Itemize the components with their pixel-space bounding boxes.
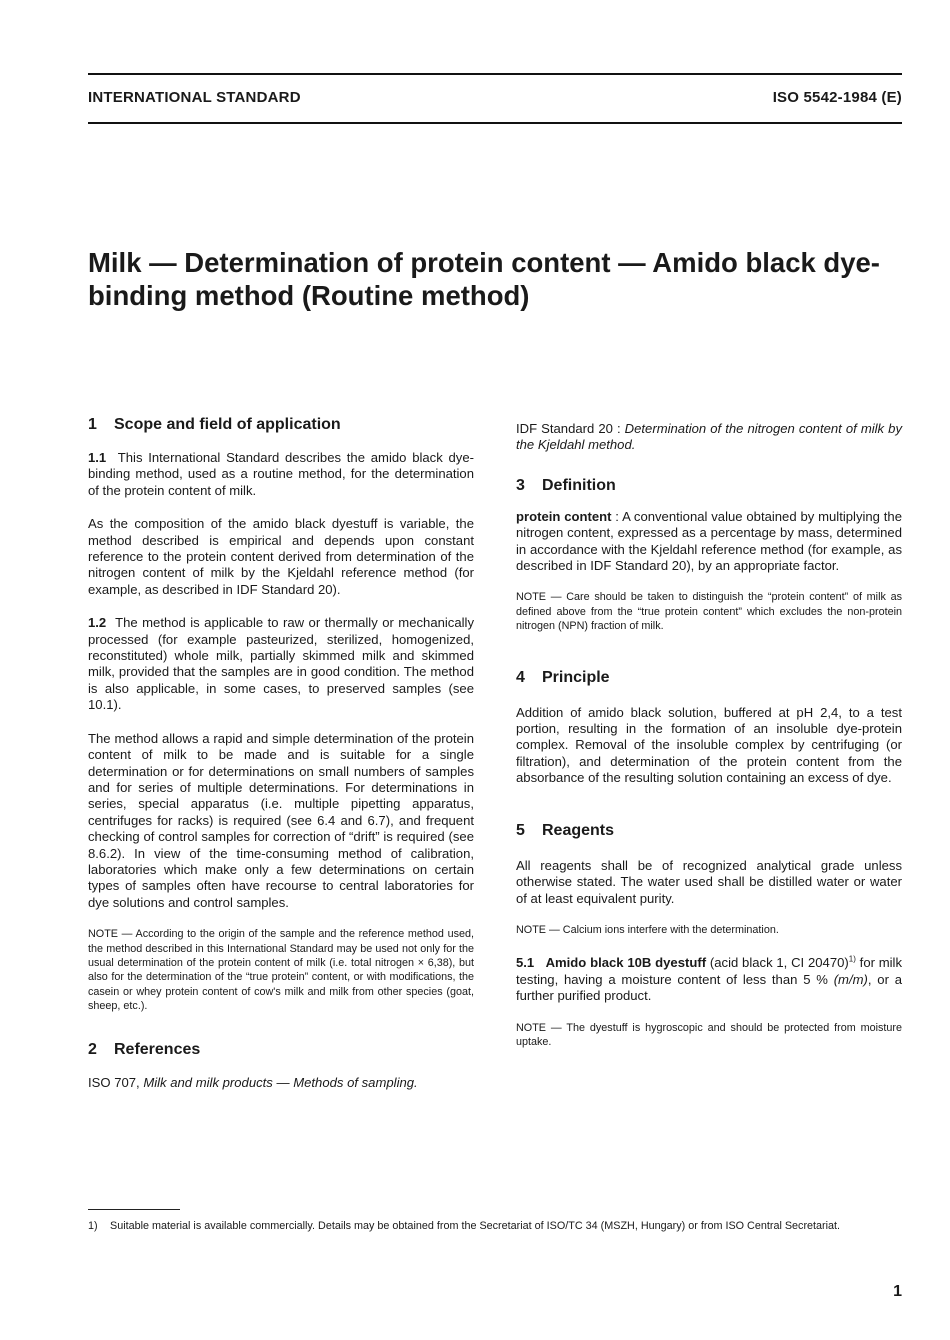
clause-1-1-para-2: As the composition of the amido black dyestuff is variable, the method described is empirical and depends upon constant reference to the protein content derived from determination of the nitrogen content of milk by the Kjeldahl reference method (for example, as described in IDF Standard 20). bbox=[88, 516, 474, 597]
clause-5-1-unit: (m/m) bbox=[833, 971, 868, 987]
right-column bbox=[516, 415, 902, 1049]
reagents-note-calcium: NOTE — Calcium ions interfere with the determination. bbox=[516, 923, 779, 936]
reagents-text: All reagents shall be of recognized analytical grade unless otherwise stated. The water used shall be distilled water or water of at least equivalent purity. bbox=[516, 857, 902, 906]
clause-5-1-part-a: (acid black 1, CI 20470) bbox=[706, 955, 849, 971]
footnote-1 bbox=[88, 1219, 902, 1234]
principle-text: Addition of amido black solution, buffered at pH 2,4, to a test portion, resulting in the formation of an insoluble dye-protein complex. Removal of the insoluble complex by centrifuging (or filtration), and determination of the protein content from the absorbance of the resulting solution containing an excess of dye. bbox=[516, 704, 902, 786]
standard-type-label: INTERNATIONAL STANDARD bbox=[88, 89, 301, 106]
section-2-title: References bbox=[114, 1040, 201, 1058]
section-4-heading bbox=[516, 668, 902, 688]
clause-5-1-term: Amido black 10B dyestuff bbox=[545, 955, 707, 971]
section-4-title: Principle bbox=[542, 668, 610, 686]
clause-5-1-number: 5.1 bbox=[516, 955, 535, 971]
reference-1-code: ISO 707, bbox=[88, 1074, 140, 1090]
header-top-rule bbox=[88, 73, 902, 75]
definition-text: A conventional value obtained by multiplying the nitrogen content, expressed as a percentage by mass, determined in accordance with the Kjeldahl reference method (for example, as described in IDF Standard 20), by an appropriate factor. bbox=[516, 508, 902, 574]
clause-1-1-number: 1.1 bbox=[88, 450, 107, 465]
footnote-separator bbox=[88, 1209, 180, 1210]
reference-2-code: IDF Standard 20 : bbox=[516, 421, 621, 436]
standard-number: ISO 5542-1984 (E) bbox=[772, 89, 902, 106]
clause-5-1 bbox=[516, 955, 902, 1004]
reference-iso-707 bbox=[88, 1075, 474, 1091]
page-number: 1 bbox=[893, 1283, 902, 1300]
section-3-title: Definition bbox=[542, 476, 616, 494]
section-2-number: 2 bbox=[88, 1040, 97, 1058]
section-5-number: 5 bbox=[516, 821, 525, 839]
section-3-note: NOTE — Care should be taken to distinguish the “protein content” of milk as defined above from the “true protein content” which excludes the non-protein nitrogen (NPN) fraction of milk. bbox=[516, 591, 902, 633]
section-1-heading bbox=[88, 415, 474, 435]
definition-protein-content bbox=[516, 509, 902, 575]
reagents-note-hygroscopic: NOTE — The dyestuff is hygroscopic and should be protected from moisture uptake. bbox=[516, 1021, 902, 1048]
clause-1-2-number: 1.2 bbox=[88, 615, 107, 631]
footnote-number: 1) bbox=[88, 1220, 98, 1232]
section-4-number: 4 bbox=[516, 668, 525, 686]
header-bottom-rule bbox=[88, 122, 902, 124]
section-3-heading bbox=[516, 476, 902, 496]
clause-5-1-part-b: for milk testing, having a moisture content of less than 5 % bbox=[516, 955, 903, 987]
section-1-note: NOTE — According to the origin of the sample and the reference method used, the method described in this International Standard may be used not only for the usual determination of the protein content of milk (i.e. total nitrogen × 6,38), but also for the determination of the “true protein” content, or with modifications, the casein or whey protein content of cow's milk and milk from other species (goat, sheep, etc.). bbox=[88, 928, 474, 1013]
clause-5-1-part-c: , or a further purified product. bbox=[516, 971, 903, 1004]
section-3-number: 3 bbox=[516, 476, 525, 494]
clause-1-2-para-2: The method allows a rapid and simple determination of the protein content of milk to be made and is suitable for a single determination or for determinations on small numbers of samples and for series of multiple determinations. For determinations in series, special apparatus (i.e. multiple pipetting apparatus, centrifuges for racks) is required (see 6.4 and 6.7), and frequent checking of control samples for correction of “drift” is required (see 8.6.2). In view of the time-consuming method of calibration, laboratories which make only a few determinations on certain types of samples often have recourse to central laboratories for dye solutions and control samples. bbox=[88, 730, 474, 910]
clause-1-1-text: This International Standard describes the amido black dye-binding method, used as a routine method, for the determination of the protein content of milk. bbox=[88, 450, 475, 498]
section-5-title: Reagents bbox=[542, 821, 615, 839]
clause-1-1 bbox=[88, 450, 474, 499]
footnote-text: Suitable material is available commercially. Details may be obtained from the Secretariat of ISO/TC 34 (MSZH, Hungary) or from ISO Central Secretariat. bbox=[110, 1220, 841, 1232]
section-1-title: Scope and field of application bbox=[114, 416, 341, 433]
document-title: Milk — Determination of protein content — Amido black dye-binding method (Routine method) bbox=[88, 247, 880, 311]
clause-1-2 bbox=[88, 615, 474, 713]
reference-idf-20 bbox=[516, 421, 902, 454]
definition-separator: : bbox=[611, 508, 623, 524]
section-5-heading bbox=[516, 821, 902, 841]
footnote-ref-1[interactable]: 1) bbox=[848, 954, 856, 964]
section-1-number: 1 bbox=[88, 416, 97, 433]
definition-term: protein content bbox=[516, 508, 612, 524]
reference-1-title: Milk and milk products — Methods of sampling. bbox=[143, 1074, 418, 1090]
left-column bbox=[88, 415, 474, 1091]
section-2-heading bbox=[88, 1040, 474, 1060]
reference-2-title: Determination of the nitrogen content of milk by the Kjeldahl method. bbox=[516, 421, 902, 453]
clause-1-2-text: The method is applicable to raw or thermally or mechanically processed (for example pasteurized, sterilized, homogenized, reconstituted) whole milk, partially skimmed milk and skimmed milk, provided that the samples are in good condition. The method is also applicable, in some cases, to preserved samples (see 10.1). bbox=[88, 615, 474, 713]
